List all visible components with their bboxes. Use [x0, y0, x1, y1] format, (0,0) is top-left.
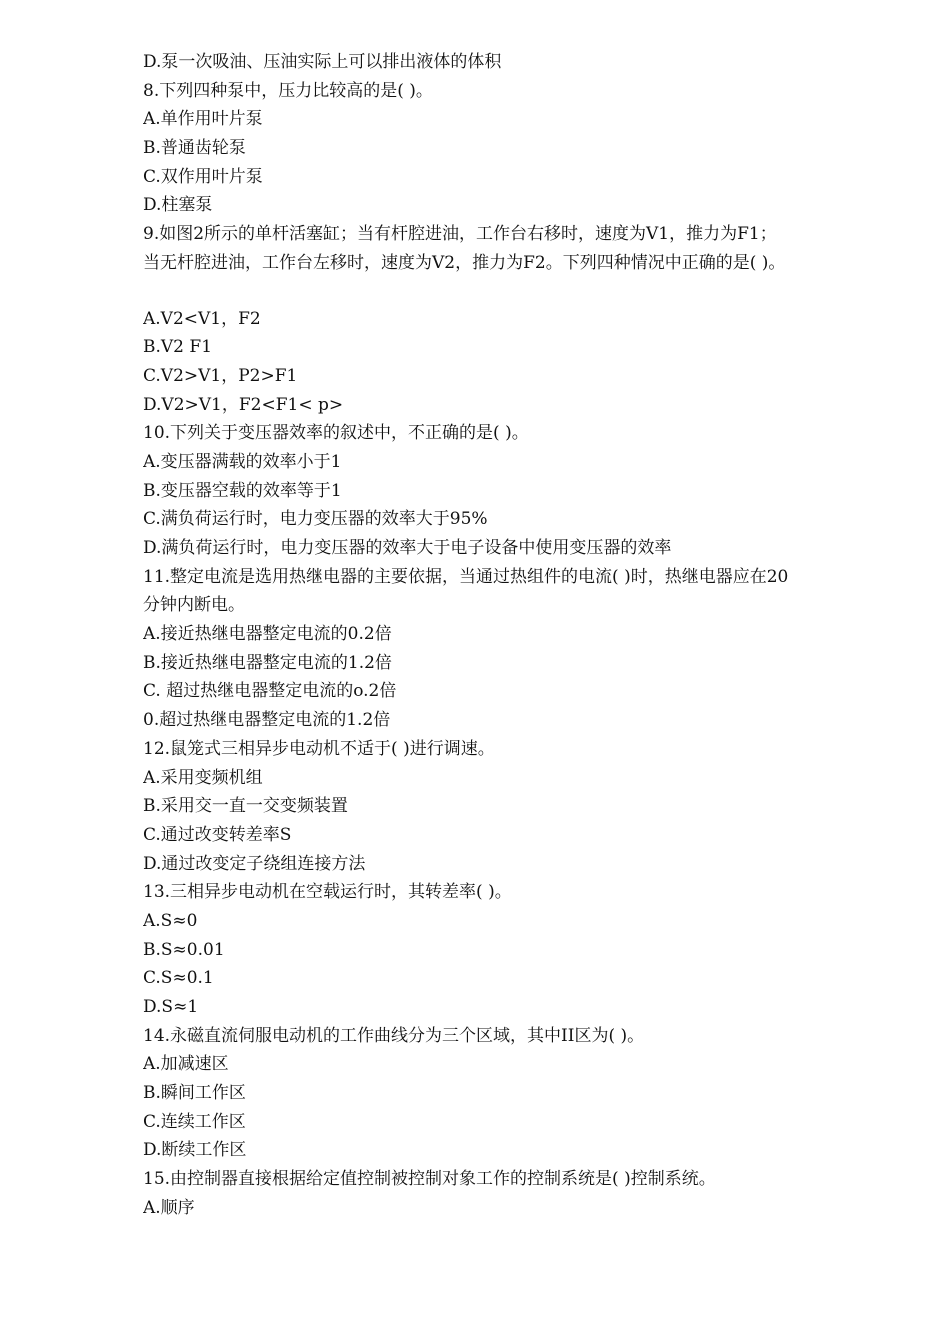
option-b-q10: B.变压器空载的效率等于1	[143, 480, 342, 501]
option-a-q11: A.接近热继电器整定电流的0.2倍	[143, 624, 392, 645]
question-9-line-2: 当无杆腔进油，工作台左移时，速度为V2，推力为F2。下列四种情况中正确的是( )。	[143, 252, 786, 273]
option-a-q12: A.采用变频机组	[143, 767, 263, 788]
option-c-q12: C.通过改变转差率S	[143, 824, 292, 845]
option-b-q13: B.S≈0.01	[143, 939, 225, 960]
question-8: 8.下列四种泵中，压力比较高的是( )。	[143, 80, 433, 101]
option-d-q12: D.通过改变定子绕组连接方法	[143, 853, 366, 874]
option-a-q8: A.单作用叶片泵	[143, 109, 263, 130]
option-c-q13: C.S≈0.1	[143, 968, 214, 989]
option-a-q9: A.V2<V1，F2	[143, 308, 261, 329]
option-d-q14: D.断续工作区	[143, 1140, 247, 1161]
option-b-q14: B.瞬间工作区	[143, 1083, 246, 1104]
option-b-q9: B.V2 F1	[143, 337, 213, 358]
option-b-q12: B.采用交一直一交变频装置	[143, 796, 348, 817]
question-12: 12.鼠笼式三相异步电动机不适于( )进行调速。	[143, 738, 495, 759]
option-c-q11: C. 超过热继电器整定电流的o.2倍	[143, 681, 397, 702]
option-d-q8: D.柱塞泵	[143, 195, 213, 216]
option-d-q7: D.泵一次吸油、压油实际上可以排出液体的体积	[143, 52, 502, 72]
option-a-q13: A.S≈0	[143, 910, 198, 931]
document-body	[143, 48, 883, 1223]
question-11-line-2: 分钟内断电。	[143, 595, 245, 616]
question-10: 10.下列关于变压器效率的叙述中，不正确的是( )。	[143, 423, 529, 444]
option-a-q10: A.变压器满载的效率小于1	[143, 451, 342, 472]
question-15: 15.由控制器直接根据给定值控制被控制对象工作的控制系统是( )控制系统。	[143, 1169, 716, 1190]
question-11-line-1: 11.整定电流是选用热继电器的主要依据，当通过热组件的电流( )时，热继电器应在20	[143, 566, 789, 587]
option-b-q11: B.接近热继电器整定电流的1.2倍	[143, 652, 392, 673]
option-a-q15: A.顺序	[143, 1197, 195, 1218]
option-c-q14: C.连续工作区	[143, 1111, 246, 1132]
blank-gap	[143, 278, 883, 305]
option-c-q9: C.V2>V1，P2>F1	[143, 365, 298, 386]
option-d-q13: D.S≈1	[143, 997, 199, 1017]
option-a-q14: A.加减速区	[143, 1054, 229, 1075]
option-d-q10: D.满负荷运行时，电力变压器的效率大于电子设备中使用变压器的效率	[143, 538, 672, 558]
option-d-q11: 0.超过热继电器整定电流的1.2倍	[143, 710, 391, 731]
option-b-q8: B.普通齿轮泵	[143, 138, 246, 159]
option-c-q8: C.双作用叶片泵	[143, 166, 263, 187]
question-9-line-1: 9.如图2所示的单杆活塞缸；当有杆腔进油，工作台右移时，速度为V1，推力为F1；	[143, 224, 777, 245]
question-13: 13.三相异步电动机在空载运行时，其转差率( )。	[143, 882, 512, 903]
option-d-q9: D.V2>V1，F2<F1< p>	[143, 394, 344, 415]
option-c-q10: C.满负荷运行时，电力变压器的效率大于95%	[143, 509, 488, 530]
question-14: 14.永磁直流伺服电动机的工作曲线分为三个区域，其中II区为( )。	[143, 1025, 645, 1046]
